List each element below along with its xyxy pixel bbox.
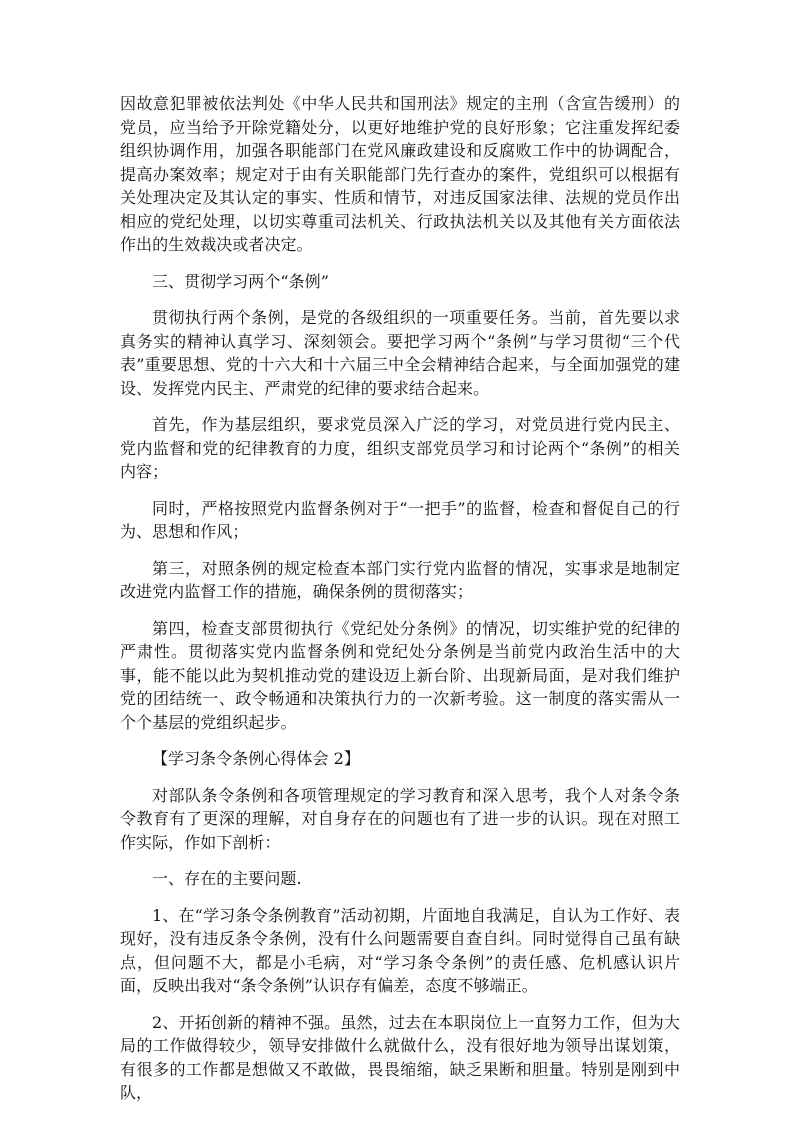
body-paragraph-1: 因故意犯罪被依法判处《中华人民共和国刑法》规定的主刑（含宣告缓刑）的党员，应当给予开除党籍处分，以更好地维护党的良好形象；它注重发挥纪委组织协调作用，加强各职能部门在党风廉政建设和反腐败工作中的协调配合，提高办案效率；规定对于由有关职能部门先行查办的案件，党组织可以根据有关处理决定及其认定的事实、性质和情节，对违反国家法律、法规的党员作出相应的党纪处理，以切实尊重司法机关、行政执法机关以及其他有关方面依法作出的生效裁决或者决定。 bbox=[120, 94, 680, 254]
document-page bbox=[120, 92, 680, 1105]
body-paragraph-fourth: 第四，检查支部贯彻执行《党纪处分条例》的情况，切实维护党的纪律的严肃性。贯彻落实党内监督条例和党纪处分条例是当前党内政治生活中的大事，能不能以此为契机推动党的建设迈上新台阶、出现新局面，是对我们维护党的团结统一、政令畅通和决策执行力的一次新考验。这一制度的落实需从一个个基层的党组织起步。 bbox=[120, 618, 680, 732]
body-paragraph-implement: 贯彻执行两个条例，是党的各级组织的一项重要任务。当前，首先要以求真务实的精神认真学习、深刻领会。要把学习两个“条例”与学习贯彻“三个代表”重要思想、党的十六大和十六届三中全会精神结合起来，与全面加强党的建设、发挥党内民主、严肃党的纪律的要求结合起来。 bbox=[120, 308, 680, 398]
section-heading-3: 三、贯彻学习两个“条例” bbox=[152, 271, 329, 291]
body-paragraph-intro: 对部队条令条例和各项管理规定的学习教育和深入思考，我个人对条令条令教育有了更深的理解，对自身存在的问题也有了进一步的认识。现在对照工作实际，作如下剖析： bbox=[120, 785, 680, 852]
list-item-2: 2、开拓创新的精神不强。虽然，过去在本职岗位上一直努力工作，但为大局的工作做得较少，领导安排做什么就做什么，没有很好地为领导出谋划策，有很多的工作都是想做又不敢做，畏畏缩缩，缺乏果断和胆量。特别是刚到中队， bbox=[120, 1012, 680, 1102]
list-item-1: 1、在“学习条令条例教育”活动初期，片面地自我满足，自认为工作好、表现好，没有违反条令条例，没有什么问题需要自查自纠。同时觉得自己虽有缺点，但问题不大，都是小毛病，对“学习条令条例”的责任感、危机感认识片面，反映出我对“条令条例”认识存有偏差，态度不够端正。 bbox=[120, 905, 680, 995]
body-paragraph-meanwhile: 同时，严格按照党内监督条例对于“一把手”的监督，检查和督促自己的行为、思想和作风； bbox=[120, 498, 680, 541]
section-title-2: 【学习条令条例心得体会 2】 bbox=[152, 749, 360, 768]
subsection-heading-1: 一、存在的主要问题. bbox=[152, 869, 302, 888]
body-paragraph-third: 第三，对照条例的规定检查本部门实行党内监督的情况，实事求是地制定改进党内监督工作的措施，确保条例的贯彻落实； bbox=[120, 558, 680, 601]
body-paragraph-first: 首先，作为基层组织，要求党员深入广泛的学习，对党员进行党内民主、党内监督和党的纪律教育的力度，组织支部党员学习和讨论两个“条例”的相关内容； bbox=[120, 415, 680, 481]
